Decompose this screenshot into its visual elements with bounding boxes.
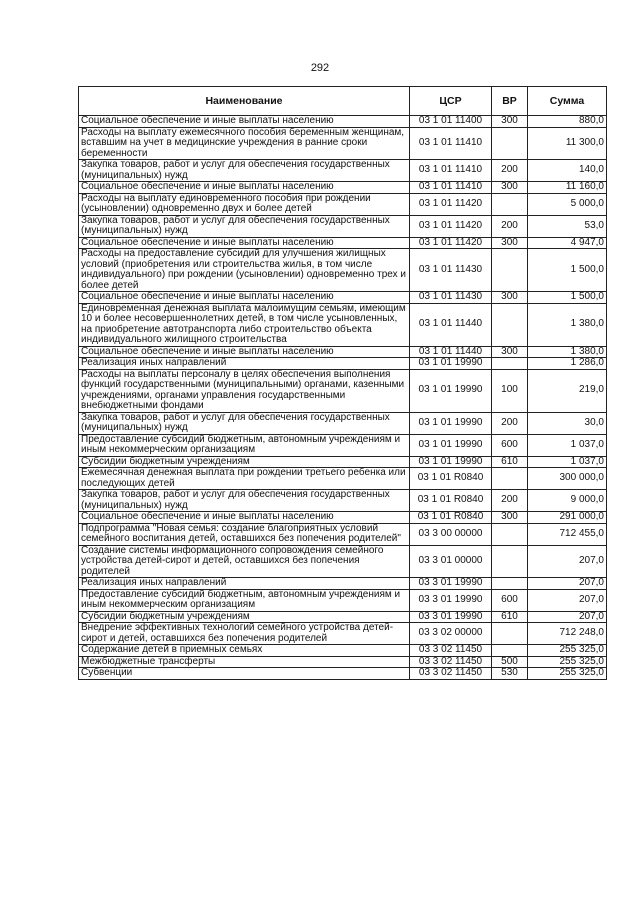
row-csr-cell: 03 1 01 R0840 [410,468,492,490]
table-row [79,512,607,524]
row-name-cell: Реализация иных направлений [79,578,410,590]
row-vr-cell: 610 [492,611,528,623]
row-vr-cell [492,623,528,645]
page-number: 292 [310,62,330,74]
table-row [79,412,607,434]
row-name-cell: Подпрограмма "Новая семья: создание благоприятных условий семейного воспитания детей, оставшихся без попечения родителей" [79,523,410,545]
row-csr-cell: 03 3 02 11450 [410,645,492,657]
row-name-cell: Социальное обеспечение и иные выплаты населению [79,237,410,249]
table-row [79,456,607,468]
row-vr-cell: 300 [492,182,528,194]
row-csr-cell: 03 1 01 11430 [410,249,492,292]
row-name-cell: Реализация иных направлений [79,358,410,370]
row-vr-cell: 300 [492,512,528,524]
row-vr-cell: 200 [492,490,528,512]
table-body [79,116,607,680]
row-csr-cell: 03 1 01 R0840 [410,512,492,524]
row-vr-cell [492,468,528,490]
row-sum-cell: 4 947,0 [528,237,607,249]
row-csr-cell: 03 3 01 00000 [410,545,492,578]
table-row [79,369,607,412]
row-csr-cell: 03 1 01 19990 [410,369,492,412]
row-sum-cell: 712 248,0 [528,623,607,645]
row-name-cell: Закупка товаров, работ и услуг для обеспечения государственных (муниципальных) нужд [79,412,410,434]
row-vr-cell [492,303,528,346]
table-row [79,116,607,128]
row-vr-cell [492,545,528,578]
table-row [79,346,607,358]
row-name-cell: Субсидии бюджетным учреждениям [79,456,410,468]
row-sum-cell: 1 286,0 [528,358,607,370]
row-vr-cell: 200 [492,160,528,182]
row-sum-cell: 140,0 [528,160,607,182]
row-csr-cell: 03 3 00 00000 [410,523,492,545]
row-vr-cell: 600 [492,434,528,456]
row-vr-cell: 610 [492,456,528,468]
header-sum: Сумма [528,87,607,116]
row-vr-cell: 530 [492,668,528,680]
table-row [79,182,607,194]
row-csr-cell: 03 1 01 R0840 [410,490,492,512]
row-csr-cell: 03 1 01 19990 [410,412,492,434]
row-csr-cell: 03 1 01 11410 [410,182,492,194]
row-csr-cell: 03 3 01 19990 [410,578,492,590]
table-row [79,160,607,182]
row-vr-cell [492,645,528,657]
table-row [79,237,607,249]
row-name-cell: Расходы на выплату единовременного пособия при рождении (усыновлении) одновременно двух и более детей [79,193,410,215]
table-row [79,434,607,456]
row-sum-cell: 1 380,0 [528,303,607,346]
header-name: Наименование [79,87,410,116]
row-sum-cell: 219,0 [528,369,607,412]
row-sum-cell: 1 037,0 [528,456,607,468]
row-csr-cell: 03 3 01 19990 [410,611,492,623]
row-sum-cell: 11 160,0 [528,182,607,194]
row-sum-cell: 1 037,0 [528,434,607,456]
row-vr-cell: 300 [492,292,528,304]
table-row [79,215,607,237]
row-name-cell: Закупка товаров, работ и услуг для обеспечения государственных (муниципальных) нужд [79,215,410,237]
row-csr-cell: 03 1 01 11430 [410,292,492,304]
table-row [79,193,607,215]
row-sum-cell: 255 325,0 [528,645,607,657]
row-name-cell: Социальное обеспечение и иные выплаты населению [79,292,410,304]
row-csr-cell: 03 3 02 11450 [410,668,492,680]
row-sum-cell: 207,0 [528,578,607,590]
row-csr-cell: 03 3 02 11450 [410,656,492,668]
table-row [79,523,607,545]
row-sum-cell: 207,0 [528,545,607,578]
row-name-cell: Расходы на выплаты персоналу в целях обеспечения выполнения функций государственными (муниципальными) органами, казенными учреждениями, органами управления государственными внебюджетными фондами [79,369,410,412]
row-vr-cell [492,249,528,292]
row-name-cell: Ежемесячная денежная выплата при рождении третьего ребенка или последующих детей [79,468,410,490]
row-csr-cell: 03 1 01 19990 [410,456,492,468]
row-vr-cell: 300 [492,346,528,358]
row-sum-cell: 5 000,0 [528,193,607,215]
row-name-cell: Субсидии бюджетным учреждениям [79,611,410,623]
table-row [79,490,607,512]
row-name-cell: Социальное обеспечение и иные выплаты населению [79,116,410,128]
row-sum-cell: 53,0 [528,215,607,237]
row-csr-cell: 03 3 02 00000 [410,623,492,645]
row-sum-cell: 255 325,0 [528,656,607,668]
row-name-cell: Социальное обеспечение и иные выплаты населению [79,182,410,194]
row-sum-cell: 1 500,0 [528,292,607,304]
row-name-cell: Закупка товаров, работ и услуг для обеспечения государственных (муниципальных) нужд [79,490,410,512]
row-name-cell: Внедрение эффективных технологий семейного устройства детей-сирот и детей, оставшихся без попечения родителей [79,623,410,645]
row-name-cell: Расходы на выплату ежемесячного пособия беременным женщинам, вставшим на учет в медицинские учреждения в ранние сроки беременности [79,127,410,160]
header-vr: ВР [492,87,528,116]
row-vr-cell: 300 [492,237,528,249]
table-row [79,468,607,490]
table-row [79,578,607,590]
row-csr-cell: 03 1 01 11420 [410,193,492,215]
row-vr-cell: 500 [492,656,528,668]
header-csr: ЦСР [410,87,492,116]
row-sum-cell: 291 000,0 [528,512,607,524]
table-row [79,656,607,668]
row-name-cell: Создание системы информационного сопровождения семейного устройства детей-сирот и детей, оставшихся без попечения родителей [79,545,410,578]
row-csr-cell: 03 1 01 11410 [410,127,492,160]
row-vr-cell [492,193,528,215]
row-vr-cell: 100 [492,369,528,412]
row-sum-cell: 207,0 [528,611,607,623]
row-name-cell: Межбюджетные трансферты [79,656,410,668]
row-sum-cell: 11 300,0 [528,127,607,160]
table-row [79,668,607,680]
table-row [79,358,607,370]
row-csr-cell: 03 1 01 19990 [410,434,492,456]
row-vr-cell: 300 [492,116,528,128]
row-csr-cell: 03 3 01 19990 [410,589,492,611]
table-row [79,611,607,623]
row-vr-cell [492,358,528,370]
row-sum-cell: 9 000,0 [528,490,607,512]
row-vr-cell [492,523,528,545]
row-name-cell: Предоставление субсидий бюджетным, автономным учреждениям и иным некоммерческим организациям [79,589,410,611]
table-row [79,645,607,657]
row-sum-cell: 712 455,0 [528,523,607,545]
row-csr-cell: 03 1 01 11400 [410,116,492,128]
row-vr-cell [492,578,528,590]
table-row [79,127,607,160]
row-csr-cell: 03 1 01 11440 [410,303,492,346]
row-sum-cell: 1 500,0 [528,249,607,292]
row-name-cell: Содержание детей в приемных семьях [79,645,410,657]
row-name-cell: Предоставление субсидий бюджетным, автономным учреждениям и иным некоммерческим организациям [79,434,410,456]
row-sum-cell: 207,0 [528,589,607,611]
table-row [79,303,607,346]
row-csr-cell: 03 1 01 11410 [410,160,492,182]
row-sum-cell: 880,0 [528,116,607,128]
row-vr-cell: 600 [492,589,528,611]
row-csr-cell: 03 1 01 11440 [410,346,492,358]
table-header-row [79,87,607,116]
row-sum-cell: 300 000,0 [528,468,607,490]
budget-table [78,86,607,680]
table-row [79,249,607,292]
row-name-cell: Расходы на предоставление субсидий для улучшения жилищных условий (приобретения или строительства жилья, в том числе индивидуального) при рождении (усыновлении) одновременно трех и более детей [79,249,410,292]
row-sum-cell: 1 380,0 [528,346,607,358]
table-row [79,292,607,304]
row-vr-cell: 200 [492,215,528,237]
row-csr-cell: 03 1 01 11420 [410,237,492,249]
row-csr-cell: 03 1 01 11420 [410,215,492,237]
row-sum-cell: 30,0 [528,412,607,434]
table-row [79,589,607,611]
row-vr-cell [492,127,528,160]
row-name-cell: Субвенции [79,668,410,680]
table-row [79,623,607,645]
row-csr-cell: 03 1 01 19990 [410,358,492,370]
row-name-cell: Закупка товаров, работ и услуг для обеспечения государственных (муниципальных) нужд [79,160,410,182]
row-name-cell: Единовременная денежная выплата малоимущим семьям, имеющим 10 и более несовершеннолетних детей, в том числе усыновленных, на приобретение автотранспорта либо строительство объекта индивидуального жилищного строительства [79,303,410,346]
row-name-cell: Социальное обеспечение и иные выплаты населению [79,346,410,358]
row-sum-cell: 255 325,0 [528,668,607,680]
table-row [79,545,607,578]
row-vr-cell: 200 [492,412,528,434]
row-name-cell: Социальное обеспечение и иные выплаты населению [79,512,410,524]
